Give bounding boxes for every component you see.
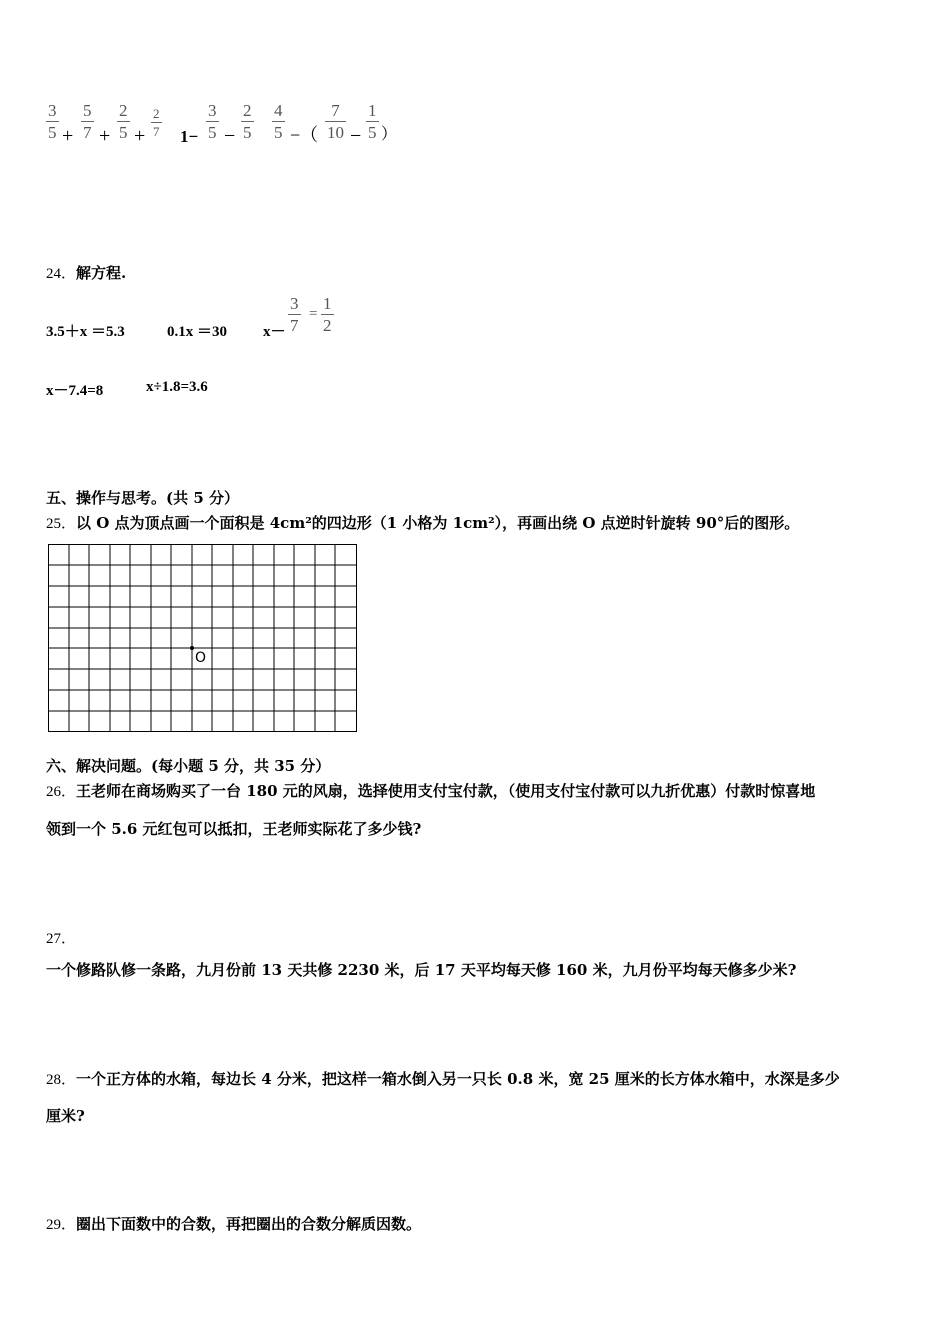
equation-1: 3.5＋x ＝5.3 bbox=[46, 324, 125, 340]
fraction: 1 5 bbox=[368, 101, 377, 142]
question-28-line-2: 厘米? bbox=[46, 1107, 85, 1125]
fraction: 2 5 bbox=[243, 101, 252, 142]
drawing-grid[interactable] bbox=[48, 544, 358, 737]
fraction: 7 10 bbox=[327, 101, 344, 142]
minus-paren: −（ bbox=[290, 125, 319, 145]
question-text: 解方程. bbox=[76, 264, 127, 282]
question-number: 25． bbox=[46, 516, 77, 532]
minus-sign: − bbox=[350, 125, 362, 147]
equation-5: x÷1.8=3.6 bbox=[146, 379, 208, 395]
fraction: 4 5 bbox=[274, 101, 283, 142]
fraction: 3 5 bbox=[48, 101, 57, 142]
fraction: 2 7 bbox=[153, 106, 160, 139]
question-text: 以 O 点为顶点画一个面积是 4cm²的四边形（1 小格为 1cm²），再画出绕 O 点逆时针旋转 90°后的图形。 bbox=[76, 514, 800, 532]
question-number: 29． bbox=[46, 1217, 77, 1233]
question-29 bbox=[46, 1213, 421, 1234]
fraction: 5 7 bbox=[83, 101, 92, 142]
close-paren: ） bbox=[381, 126, 398, 143]
equation-4: x－7.4=8 bbox=[46, 383, 104, 399]
question-number: 28． bbox=[46, 1072, 77, 1088]
fraction: 3 5 bbox=[208, 101, 217, 142]
point-o-label: O bbox=[195, 650, 207, 666]
plus-sign: + bbox=[99, 125, 111, 147]
question-text: 王老师在商场购买了一台 180 元的风扇，选择使用支付宝付款，（使用支付宝付款可以九折优惠）付款时惊喜地 bbox=[76, 782, 816, 800]
question-24-title bbox=[46, 262, 126, 283]
equals-sign: = bbox=[309, 306, 318, 322]
plus-sign: + bbox=[134, 125, 146, 147]
point-o bbox=[190, 646, 194, 650]
plus-sign: + bbox=[62, 125, 74, 147]
grid-lines bbox=[48, 544, 357, 732]
equation-2: 0.1x ＝30 bbox=[167, 324, 228, 340]
fraction: 2 5 bbox=[119, 101, 128, 142]
question-25 bbox=[46, 512, 799, 533]
question-27-number: 27． bbox=[46, 931, 77, 947]
minus-sign: − bbox=[224, 125, 236, 147]
question-26-line-2: 领到一个 5.6 元红包可以抵扣，王老师实际花了多少钱? bbox=[46, 820, 422, 838]
question-number: 26． bbox=[46, 784, 77, 800]
question-text: 圈出下面数中的合数，再把圈出的合数分解质因数。 bbox=[76, 1215, 422, 1233]
fraction: 3 7 bbox=[290, 294, 299, 335]
question-28-line-1 bbox=[46, 1068, 840, 1089]
question-26-line-1 bbox=[46, 780, 815, 801]
question-text: 一个正方体的水箱，每边长 4 分米，把这样一箱水倒入另一只长 0.8 米，宽 25 厘米的长方体水箱中，水深是多少 bbox=[76, 1070, 840, 1088]
equation-3-lead: x－ bbox=[263, 324, 286, 340]
grid-svg[interactable] bbox=[48, 544, 358, 733]
question-27-text: 一个修路队修一条路，九月份前 13 天共修 2230 米，后 17 天平均每天修 160 米，九月份平均每天修多少米? bbox=[46, 961, 797, 979]
question-number: 24． bbox=[46, 266, 77, 282]
section-6-heading: 六、解决问题。(每小题 5 分，共 35 分） bbox=[46, 757, 331, 775]
fraction: 1 2 bbox=[323, 294, 332, 335]
section-5-heading: 五、操作与思考。(共 5 分） bbox=[46, 489, 239, 507]
expression-lead: 1− bbox=[180, 127, 199, 146]
